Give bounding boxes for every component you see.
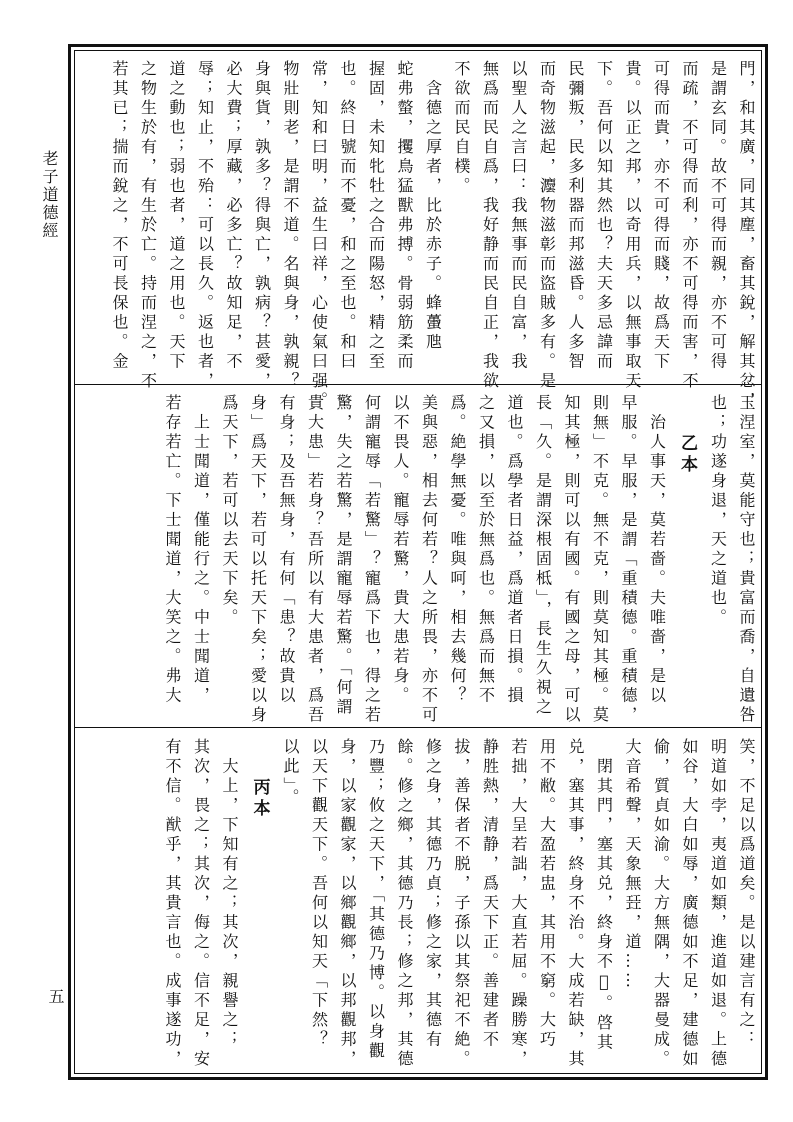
text-column: 以不畏人。寵辱若驚，貴大患若身。	[391, 394, 410, 706]
text-column: 物壯則老，是謂不道。名與身，孰親？	[281, 60, 300, 392]
text-column: 早服。早服，是謂「重積德。重積德，	[619, 394, 638, 726]
text-column: 也；功遂身退，天之道也。	[708, 394, 728, 628]
text-column: 驚，失之若驚，是謂寵辱若驚。「何謂	[334, 394, 353, 718]
text-column: 笑，不足以爲道矣。是以建言有之：	[737, 738, 756, 1050]
text-column: 修之身，其德乃貞；修之家，其德有	[423, 738, 443, 1050]
text-column: 可得而貴，亦不可得而賤，故爲天下	[651, 60, 671, 372]
text-column: 玉涅室，莫能守也；貴富而喬，自遺咎	[737, 394, 756, 726]
text-column: 道也。爲學者日益，爲道者日損。損	[505, 394, 524, 706]
text-column: 是謂玄同。故不可得而親，亦不可得	[708, 60, 728, 372]
text-column: 何謂寵辱「若驚」？寵爲下也，得之若	[362, 394, 382, 726]
text-column: 乃豐；攸之天下，「其德乃博。以身觀	[366, 738, 386, 1062]
text-column: 下。吾何以知其然也？夫天多忌諱而	[594, 60, 614, 372]
text-column: 大音希聲，天象無㠭，道……	[623, 738, 642, 992]
text-column: 也。終日號而不憂，和之至也。和曰	[338, 60, 357, 372]
text-column: 明道如孛，夷道如類，進道如退。上德	[708, 738, 728, 1070]
text-column: 閉其門，塞其兑，終身不𤻪。啓其	[594, 738, 614, 1053]
text-column: 民彌叛，民多利器而邦滋昏。人多智	[566, 60, 585, 372]
text-column: 之又損，以至於無爲也。無爲而無不	[476, 394, 496, 706]
text-column: 常，知和曰明，益生曰祥，心使氣曰强。	[309, 60, 329, 411]
section-heading-yi: 乙本	[677, 434, 697, 476]
text-column: 身，以家觀家，以鄉觀鄉，以邦觀邦，	[338, 738, 357, 1070]
text-column: 偷，質貞如渝。大方無隅，大器曼成。	[651, 738, 671, 1070]
text-column: 必大費；厚藏，必多亡？故知足，不	[224, 60, 243, 372]
text-column: 門，和其廣，同其塵，畜其銳，解其忿，	[737, 60, 756, 411]
text-column: 知其極，則可以有國。有國之母，可以	[562, 394, 581, 726]
text-column: 静胜熱，清静，爲天下正。善建者不	[480, 738, 500, 1050]
text-column: 不欲而民自樸。	[452, 60, 471, 197]
text-column: 若拙，大呈若詘，大直若屈。躁勝寒，	[509, 738, 528, 1070]
text-column: 長「久。是謂深根固柢」，長生久視之	[533, 394, 553, 718]
text-column: 大上，下知有之；其次，親譽之；	[220, 738, 239, 1050]
section-jia-continued	[89, 60, 757, 411]
text-column: 兑，塞其事，終身不治。大成若缺，其	[566, 738, 585, 1070]
text-column: 餘。修之鄉，其德乃長；修之邦，其德	[395, 738, 414, 1070]
text-column: 有身；及吾無身，有何「患？故貴以	[277, 394, 296, 706]
text-column: 有不信。猷乎，其貴言也。成事遂功，	[163, 738, 182, 1070]
section-heading-bing: 丙本	[249, 778, 270, 820]
text-column: 無爲而民自爲，我好静而民自正，我欲	[480, 60, 500, 392]
text-column: 而奇物滋起，灋物滋彰而盜賊多有。是	[537, 60, 557, 392]
section-bing	[89, 738, 757, 1070]
text-column: 貴大患」若身？吾所以有大患者，爲吾	[305, 394, 325, 726]
text-column: 拔，善保者不脱，子孫以其祭祀不絶。	[452, 738, 471, 1070]
text-column: 用不敝。大盈若盅，其用不窮。大巧	[537, 738, 557, 1050]
text-column: 其次，畏之；其次，侮之。信不足，安	[191, 738, 211, 1070]
text-column: 辱；知止，不殆：可以長久。返也者，	[195, 60, 215, 392]
text-column: 治人事天，莫若嗇。夫唯嗇，是以	[647, 394, 667, 706]
text-column: 若存若亡。下士聞道，大笑之。弗大	[163, 394, 182, 706]
text-column: 以此」。	[281, 738, 300, 808]
text-column: 含德之厚者，比於赤子。蜂蠆虺	[423, 60, 443, 353]
text-column: 蛇弗螫，攫鳥猛獸弗搏。骨弱筋柔而	[395, 60, 414, 372]
text-column: 之物生於有，有生於亡。持而涅之，不	[138, 60, 158, 392]
section-divider-2	[74, 727, 762, 728]
book-title: 老子道德經	[40, 150, 59, 240]
text-column: 如谷，大白如辱，廣德如不足，建德如	[680, 738, 699, 1070]
text-column: 美與惡，相去何若？人之所畏，亦不可	[419, 394, 439, 726]
page-number: 五	[46, 988, 65, 1006]
text-column: 上士聞道，僅能行之。中士聞道，	[191, 394, 211, 706]
section-yi	[89, 394, 757, 724]
text-column: 則無」不克。無不克，則莫知其極。莫	[590, 394, 610, 726]
text-column: 以天下觀天下。吾何以知天「下然？	[309, 738, 329, 1050]
text-column: 若其已；揣而銳之，不可長保也。金	[110, 60, 129, 372]
section-divider-1	[74, 384, 762, 385]
text-column: 爲天下，若可以去天下矣。	[220, 394, 239, 628]
text-column: 而疏，不可得而利，亦不可得而害，不	[680, 60, 699, 392]
text-column: 以聖人之言曰：我無事而民自富，我	[509, 60, 528, 372]
text-column: 握固，未知牝牡之合而陽怒，精之至	[366, 60, 386, 372]
text-column: 身」爲天下，若可以托天下矣；愛以身	[248, 394, 268, 726]
text-column: 身與貨，孰多？得與亡，孰病？甚愛，	[252, 60, 272, 392]
text-column: 爲。絶學無憂。唯與呵，相去幾何？	[448, 394, 467, 706]
text-column: 貴。以正之邦，以奇用兵，以無事取天	[623, 60, 642, 392]
text-column: 道之動也；弱也者，道之用也。天下	[167, 60, 186, 372]
